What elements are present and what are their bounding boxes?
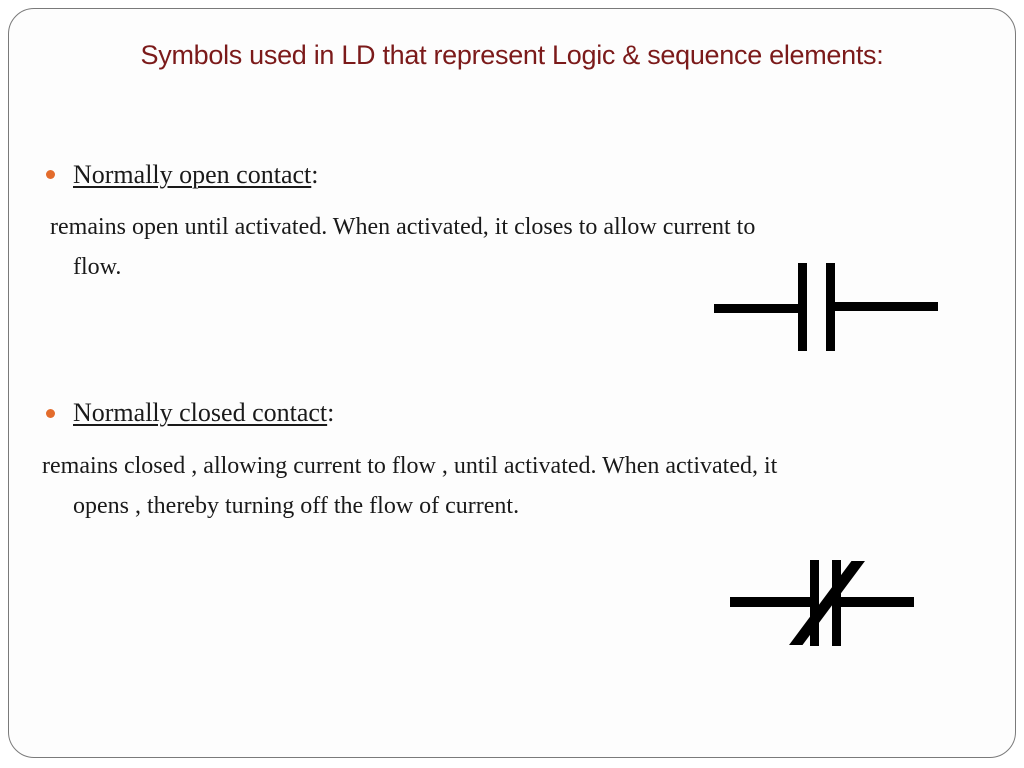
heading-colon: : xyxy=(311,160,319,189)
left-contact-plate xyxy=(798,263,807,351)
normally-closed-contact-symbol xyxy=(728,556,918,650)
bullet-dot xyxy=(44,407,58,421)
right-wire xyxy=(836,597,914,607)
description-line-2: flow. xyxy=(73,254,122,280)
section-heading-normally-closed xyxy=(73,398,334,428)
description-line-1: remains open until activated. When activated, it closes to allow current to xyxy=(50,214,756,240)
description-line-1: remains closed , allowing current to flow , until activated. When activated, it xyxy=(42,453,778,479)
slide-title: Symbols used in LD that represent Logic & sequence elements: xyxy=(140,40,884,70)
left-wire xyxy=(730,597,814,607)
heading-colon: : xyxy=(327,398,335,427)
left-wire xyxy=(714,304,802,313)
description-normally-closed xyxy=(42,446,1004,526)
term-normally-open: Normally open contact xyxy=(73,160,312,189)
description-line-2: opens , thereby turning off the flow of current. xyxy=(73,493,520,519)
section-heading-normally-open xyxy=(73,160,319,190)
bullet-dot xyxy=(44,168,58,182)
term-normally-closed: Normally closed contact xyxy=(73,398,328,427)
normally-open-contact-symbol xyxy=(712,262,942,354)
right-wire xyxy=(830,302,938,311)
